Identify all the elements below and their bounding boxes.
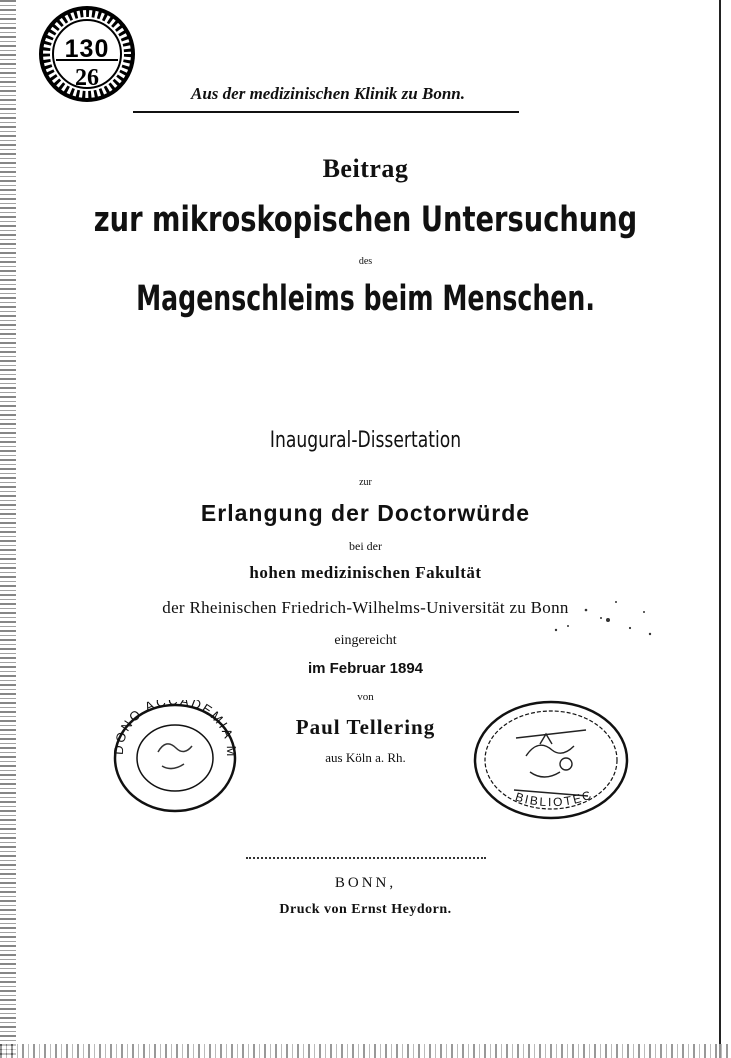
oval-stamp-icon — [470, 698, 632, 822]
library-stamp-left — [110, 700, 240, 815]
scanned-bottom-edge — [0, 1044, 731, 1058]
title-line-2: zur mikroskopischen Untersuchung — [93, 200, 638, 240]
stamp-right-text: BIBLIOTEC — [513, 787, 595, 810]
shelf-number-bottom: 26 — [75, 65, 99, 91]
title-line-4: Magenschleims beim Menschen. — [136, 279, 595, 319]
stamp-left-text: DONO ACCADEMIA M — [110, 700, 240, 759]
imprint-printer: Druck von Ernst Heydorn. — [279, 902, 452, 917]
imprint-city: BONN, — [334, 875, 397, 891]
faculty-name: hohen medizinischen Fakultät — [249, 563, 482, 582]
oval-stamp-icon — [110, 700, 240, 815]
clinic-heading: Aus der medizinischen Klinik zu Bonn. — [191, 84, 465, 103]
university-name: der Rheinischen Friedrich-Wilhelms-Universität zu Bonn — [162, 598, 569, 617]
svg-text:DONO ACCADEMIA MEDICA ROMANA — [110, 700, 239, 759]
title-line-1: Beitrag — [322, 154, 409, 183]
imprint-divider — [246, 857, 486, 859]
author-name: Paul Tellering — [295, 715, 436, 739]
title-line-3: des — [358, 256, 373, 267]
shelf-number-stamp — [38, 5, 136, 103]
dissertation-purpose: Erlangung der Doctorwürde — [200, 500, 531, 526]
dissertation-bei-der: bei der — [349, 539, 382, 553]
library-stamp-right — [470, 698, 632, 822]
dissertation-type: Inaugural-Dissertation — [269, 428, 462, 453]
von-label: von — [357, 691, 374, 703]
ink-specks — [546, 590, 656, 640]
submission-date: im Februar 1894 — [307, 660, 424, 677]
submitted-label: eingereicht — [334, 633, 397, 648]
clinic-underline — [133, 111, 519, 113]
shelf-number-top: 130 — [64, 35, 110, 63]
dissertation-zur: zur — [359, 477, 372, 488]
author-origin: aus Köln a. Rh. — [325, 750, 406, 765]
